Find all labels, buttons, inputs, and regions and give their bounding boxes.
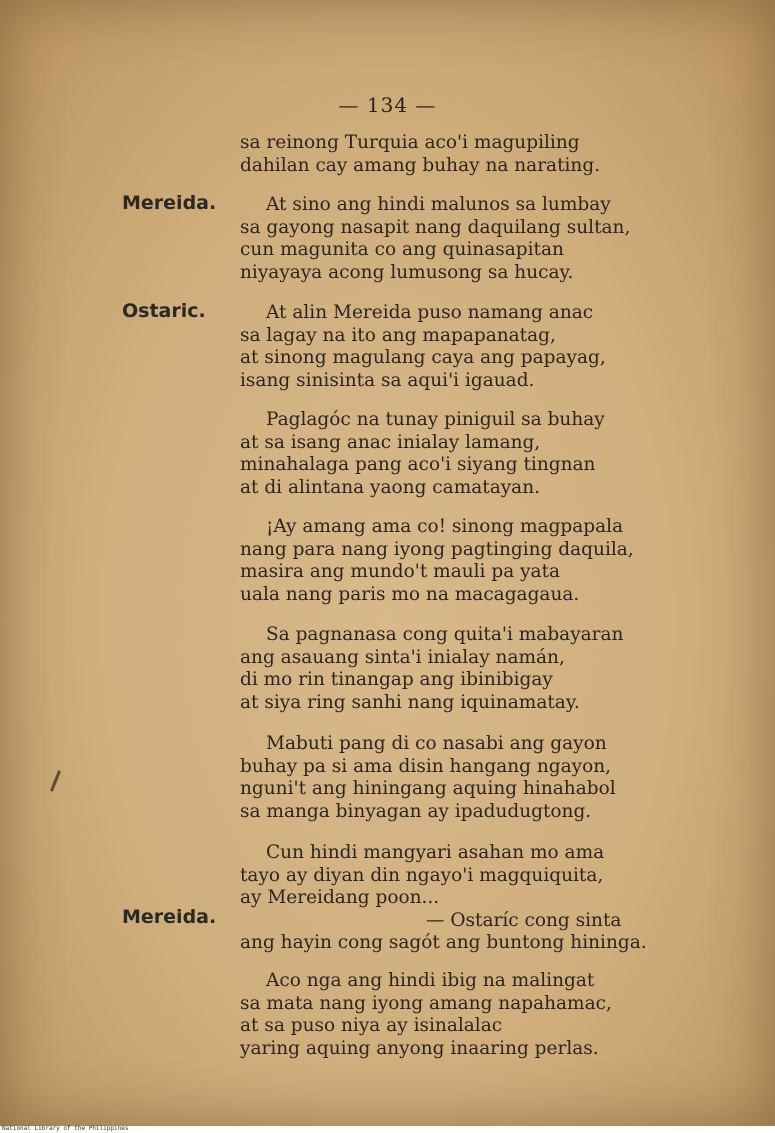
stanza bbox=[240, 409, 700, 499]
verse-line: ay Mereidang poon... bbox=[240, 887, 440, 908]
stanza bbox=[240, 516, 700, 606]
verse-line: isang sinisinta sa aqui'i igauad. bbox=[240, 369, 535, 391]
verse-line: di mo rin tinangap ang ibinibigay bbox=[240, 669, 553, 690]
verse-line: cun magunita co ang quinasapitan bbox=[240, 239, 564, 260]
verse-line: tayo ay diyan din ngayo'i magquiquita, bbox=[240, 864, 604, 886]
verse-line: buhay pa si ama disin hangang ngayon, bbox=[240, 755, 612, 777]
verse-line: nang para nang iyong pagtinging daquila, bbox=[240, 538, 634, 560]
verse-line: ang hayin cong sagót ang buntong hininga. bbox=[240, 932, 647, 953]
verse-line: sa reinong Turquia aco'i magupiling bbox=[240, 132, 580, 153]
verse-line: sa mata nang iyong amang napahamac, bbox=[240, 992, 612, 1014]
speaker-ostaric: Ostaric. bbox=[122, 300, 206, 322]
verse-line: uala nang paris mo na macagagaua. bbox=[240, 583, 580, 605]
verse-line: at sa isang anac inialay lamang, bbox=[240, 431, 541, 453]
verse-line: masira ang mundo't mauli pa yata bbox=[240, 561, 561, 582]
verse-line: yaring aquing anyong inaaring perlas. bbox=[240, 1037, 599, 1059]
verse-line: nguni't ang hiningang aquing hinahabol bbox=[240, 778, 616, 799]
verse-line: ¡Ay amang ama co! sinong magpapala bbox=[266, 516, 624, 537]
verse-line: At alin Mereida puso namang anac bbox=[266, 302, 594, 323]
footer-strip bbox=[0, 1126, 775, 1133]
pencil-mark bbox=[50, 770, 61, 792]
stanza-continuation bbox=[240, 132, 700, 177]
verse-line: Mabuti pang di co nasabi ang gayon bbox=[266, 733, 607, 754]
verse-line: Aco nga ang hindi ibig na malingat bbox=[266, 970, 595, 991]
verse-line: — Ostaríc cong sinta bbox=[426, 909, 622, 931]
verse-line: ang asauang sinta'i inialay namán, bbox=[240, 646, 565, 668]
speaker-mereida: Mereida. bbox=[122, 192, 217, 214]
verse-line: Sa pagnanasa cong quita'i mabayaran bbox=[266, 624, 624, 645]
stanza bbox=[240, 194, 700, 284]
verse-line: at di alintana yaong camatayan. bbox=[240, 476, 541, 498]
stanza bbox=[240, 970, 700, 1060]
stanza bbox=[240, 624, 700, 714]
verse-line: Paglagóc na tunay piniguil sa buhay bbox=[266, 409, 605, 430]
verse-line: sa manga binyagan ay ipadudugtong. bbox=[240, 800, 592, 822]
verse-line: At sino ang hindi malunos sa lumbay bbox=[266, 194, 611, 215]
page-number: — 134 — bbox=[338, 93, 437, 117]
verse-line: at siya ring sanhi nang iquinamatay. bbox=[240, 691, 580, 713]
verse-line: Cun hindi mangyari asahan mo ama bbox=[266, 842, 605, 863]
stanza bbox=[240, 733, 700, 823]
verse-line: niyayaya acong lumusong sa hucay. bbox=[240, 261, 574, 283]
stanza bbox=[240, 302, 700, 392]
footer-credit: National Library of the Philippines bbox=[2, 1125, 129, 1132]
verse-line: sa gayong nasapit nang daquilang sultan, bbox=[240, 216, 631, 238]
verse-line: dahilan cay amang buhay na narating. bbox=[240, 154, 601, 176]
speaker-mereida: Mereida. bbox=[122, 906, 217, 928]
verse-line: sa lagay na ito ang mapapanatag, bbox=[240, 324, 556, 346]
verse-line: minahalaga pang aco'i siyang tingnan bbox=[240, 454, 596, 475]
stanza bbox=[240, 842, 700, 955]
verse-line: at sa puso niya ay isinalalac bbox=[240, 1015, 503, 1036]
verse-line: at sinong magulang caya ang papayag, bbox=[240, 347, 606, 368]
